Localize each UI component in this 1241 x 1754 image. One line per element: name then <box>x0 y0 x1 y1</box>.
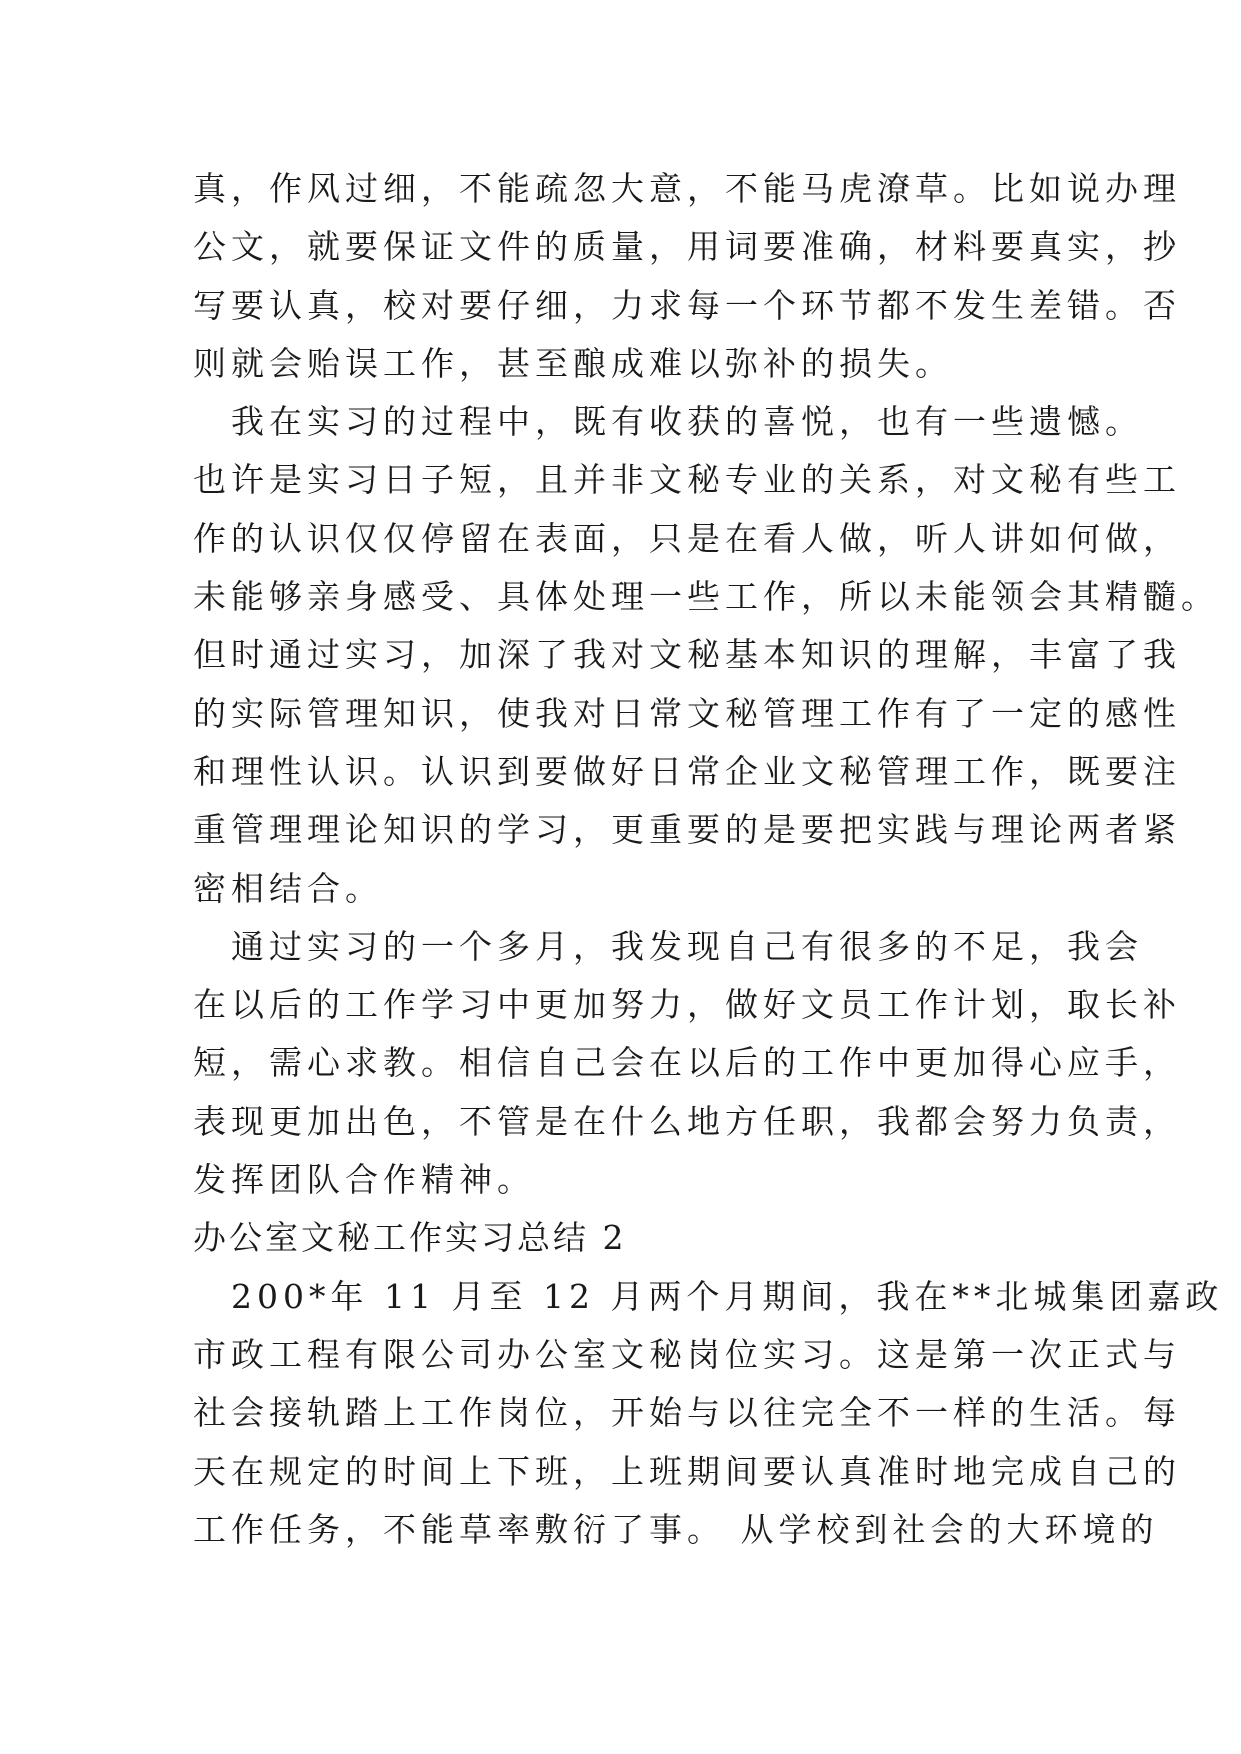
text-line: 表现更加出色，不管是在什么地方任职，我都会努力负责， <box>193 1101 1181 1141</box>
text-line: 但时通过实习，加深了我对文秘基本知识的理解，丰富了我 <box>193 635 1181 675</box>
text-line: 市政工程有限公司办公室文秘岗位实习。这是第一次正式与 <box>193 1334 1181 1374</box>
text-line: 发挥团队合作精神。 <box>193 1160 535 1200</box>
section-heading <box>193 1209 1063 1267</box>
text-line: 的实际管理知识，使我对日常文秘管理工作有了一定的感性 <box>193 693 1181 733</box>
text-line: 作的认识仅仅停留在表面，只是在看人做，听人讲如何做， <box>193 518 1181 558</box>
text-line: 真，作风过细，不能疏忽大意，不能马虎潦草。比如说办理 <box>193 169 1181 208</box>
text-line: 和理性认识。认识到要做好日常企业文秘管理工作，既要注 <box>193 751 1181 791</box>
text-line: 未能够亲身感受、具体处理一些工作，所以未能领会其精髓。 <box>193 577 1219 617</box>
text-line: 重管理理论知识的学习，更重要的是要把实践与理论两者紧 <box>193 810 1181 850</box>
text-line: 通过实习的一个多月，我发现自己有很多的不足，我会 <box>193 926 1143 966</box>
section-title: 办公室文秘工作实习总结 2 <box>193 1218 627 1258</box>
document-body <box>193 160 1224 1559</box>
text-line: 天在规定的时间上下班，上班期间要认真准时地完成自己的 <box>193 1451 1181 1491</box>
text-line: 短，需心求教。相信自己会在以后的工作中更加得心应手， <box>193 1043 1181 1083</box>
text-line: 我在实习的过程中，既有收获的喜悦，也有一些遗憾。 <box>193 402 1143 442</box>
paragraph <box>193 393 1219 918</box>
paragraph <box>193 1268 1224 1559</box>
text-line: 则就会贻误工作，甚至酿成难以弥补的损失。 <box>193 343 953 383</box>
text-line: 写要认真，校对要仔细，力求每一个环节都不发生差错。否 <box>193 285 1181 325</box>
text-line: 社会接轨踏上工作岗位，开始与以往完全不一样的生活。每 <box>193 1393 1181 1433</box>
text-line: 密相结合。 <box>193 868 383 908</box>
paragraph <box>193 918 1181 1209</box>
text-line: 工作任务，不能草率敷衍了事。 从学校到社会的大环境的 <box>193 1509 1159 1549</box>
text-line: 200*年 11 月至 12 月两个月期间，我在**北城集团嘉政 <box>193 1276 1224 1316</box>
text-line: 公文，就要保证文件的质量，用词要准确，材料要真实，抄 <box>193 227 1181 267</box>
text-line: 也许是实习日子短，且并非文秘专业的关系，对文秘有些工 <box>193 460 1181 500</box>
text-line: 在以后的工作学习中更加努力，做好文员工作计划，取长补 <box>193 985 1181 1025</box>
paragraph-continuation <box>193 160 1181 393</box>
